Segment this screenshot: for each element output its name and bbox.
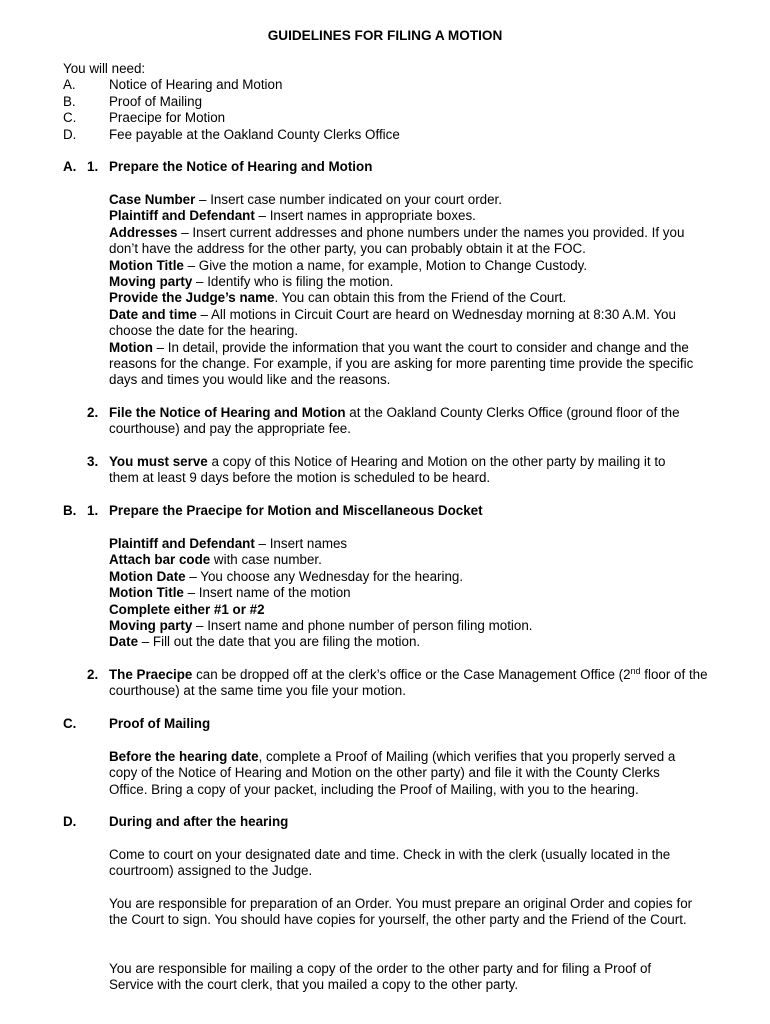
field-instruction: Case Number – Insert case number indicated on your court order.: [109, 192, 502, 207]
field-instruction: Moving party – Identify who is filing the motion.: [109, 274, 394, 290]
section-b-fields: [109, 536, 709, 651]
requirement-item: D. Fee payable at the Oakland County Clerks Office: [63, 126, 400, 142]
requirements-list: [63, 61, 713, 143]
section-d-heading: D. During and after the hearing: [63, 814, 289, 829]
field-instruction: Motion – In detail, provide the information that you want the court to consider and change and the reasons for the change. For example, if you are asking for more parenting time provide the specific days and times you would like and the reasons.: [109, 339, 694, 388]
field-instruction: Motion Title – Insert name of the motion: [109, 585, 351, 601]
requirement-item: C. Praecipe for Motion: [63, 110, 226, 126]
field-instruction: Plaintiff and Defendant – Insert names in appropriate boxes.: [109, 208, 476, 224]
section-d-paragraph-1: Come to court on your designated date and time. Check in with the clerk (usually located in the courtroom) assigned to the Judge.: [109, 847, 671, 879]
section-a-heading: A. 1. Prepare the Notice of Hearing and Motion: [63, 159, 373, 174]
field-instruction: Moving party – Insert name and phone number of person filing motion.: [109, 618, 533, 634]
section-a-step-3: 3. You must serve a copy of this Notice of Hearing and Motion on the other party by mailing it to them at least 9 days before the motion is scheduled to be heard.: [87, 454, 666, 486]
section-c-paragraph: Before the hearing date, complete a Proof of Mailing (which verifies that you properly served a copy of the Notice of Hearing and Motion on the other party) and file it with the County Clerks Office. Bring a copy of your packet, including the Proof of Mailing, with you to the hearing.: [109, 749, 676, 797]
section-a-step-2: 2. File the Notice of Hearing and Motion at the Oakland County Clerks Office (ground floor of the courthouse) and pay the appropriate fee.: [87, 405, 680, 437]
requirement-item: A. Notice of Hearing and Motion: [63, 77, 283, 93]
field-instruction: Complete either #1 or #2: [109, 601, 265, 617]
field-instruction: Date and time – All motions in Circuit Court are heard on Wednesday morning at 8:30 A.M. You choose the date for the hearing.: [109, 306, 676, 339]
field-instruction: Motion Title – Give the motion a name, for example, Motion to Change Custody.: [109, 257, 588, 273]
requirement-item: B. Proof of Mailing: [63, 93, 203, 109]
field-instruction: Motion Date – You choose any Wednesday for the hearing.: [109, 568, 464, 584]
page-title: GUIDELINES FOR FILING A MOTION: [267, 28, 503, 43]
section-a-fields: [109, 192, 709, 389]
field-instruction: Date – Fill out the date that you are filing the motion.: [109, 634, 421, 650]
section-d-paragraph-2: You are responsible for preparation of an Order. You must prepare an original Order and copies for the Court to sign. You should have copies for yourself, the other party and the Friend of the Court.: [109, 896, 693, 928]
section-b-step-2: 2. The Praecipe can be dropped off at the clerk’s office or the Case Management Office (2nd floor of the courthouse) at the same time you file your motion.: [87, 666, 708, 699]
field-instruction: Addresses – Insert current addresses and phone numbers under the names you provided. If you don’t have the address for the other party, you can probably obtain it at the FOC.: [109, 224, 685, 257]
field-instruction: Plaintiff and Defendant – Insert names: [109, 536, 348, 551]
field-instruction: Attach bar code with case number.: [109, 552, 322, 568]
section-d-paragraph-3: You are responsible for mailing a copy of the order to the other party and for filing a Proof of Service with the court clerk, that you mailed a copy to the other party.: [109, 961, 652, 993]
section-b-heading: B. 1. Prepare the Praecipe for Motion and Miscellaneous Docket: [63, 503, 483, 518]
field-instruction: Provide the Judge’s name. You can obtain this from the Friend of the Court.: [109, 290, 567, 306]
section-c-heading: C. Proof of Mailing: [63, 716, 211, 731]
requirements-intro: You will need:: [63, 61, 146, 76]
